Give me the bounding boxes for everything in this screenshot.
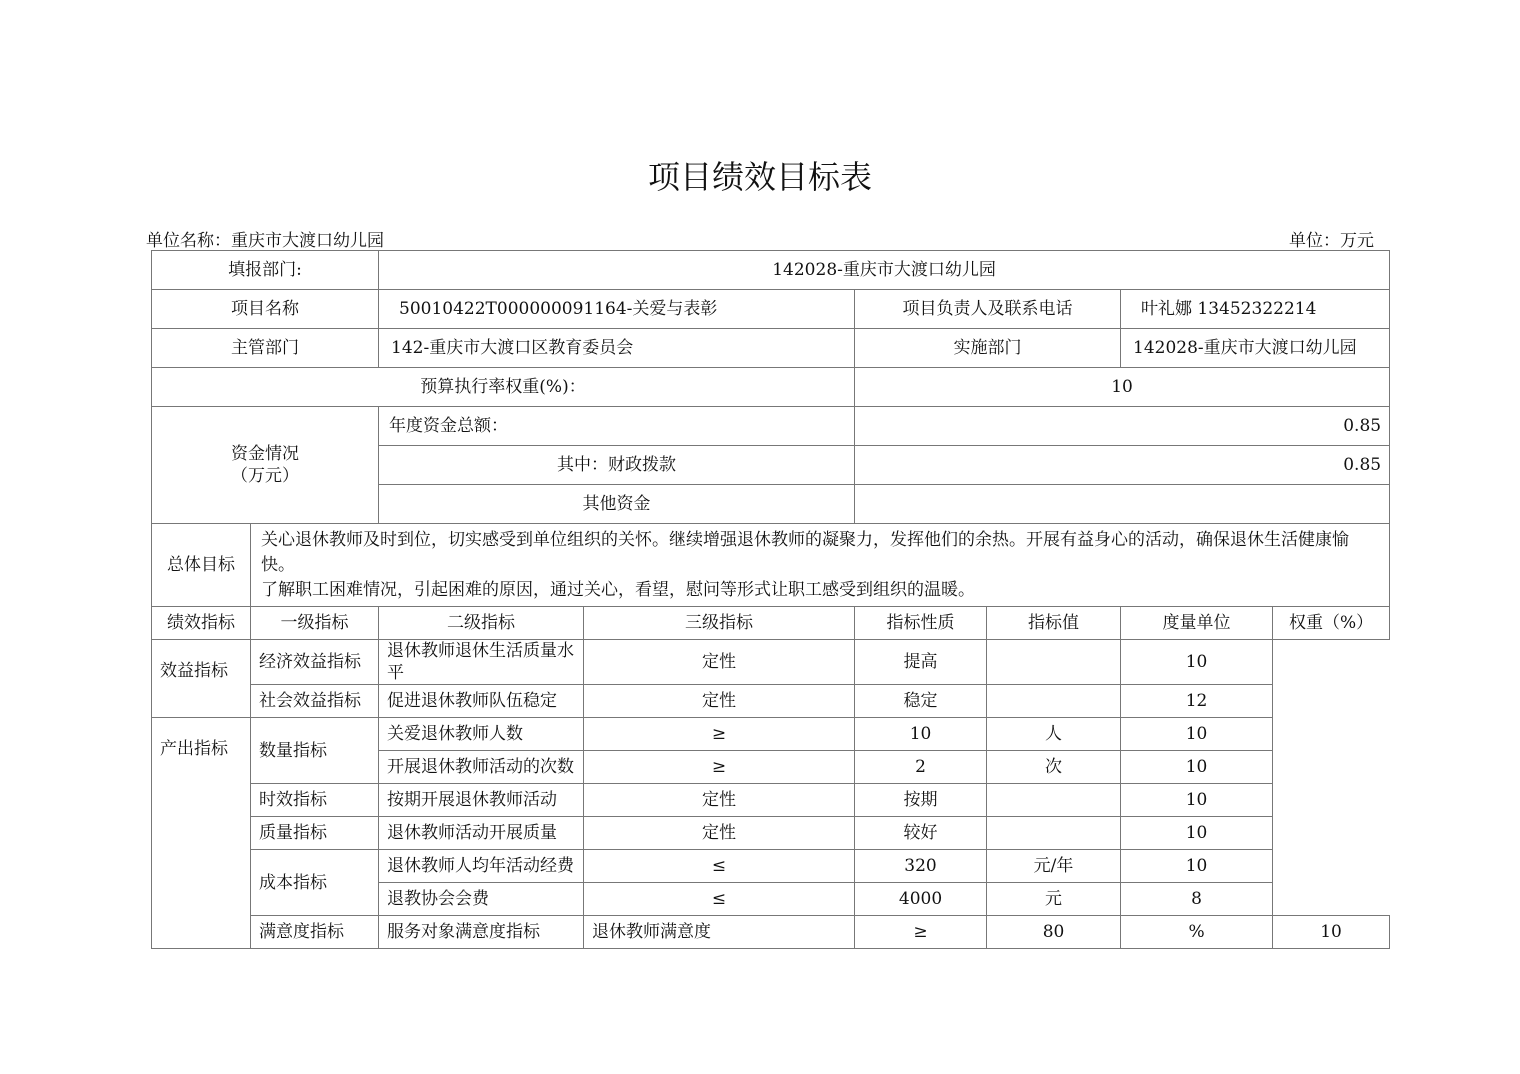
value-cell: 较好 bbox=[855, 817, 987, 850]
table-row bbox=[152, 817, 1390, 850]
manager-label: 项目负责人及联系电话 bbox=[855, 290, 1121, 329]
goal-line-1: 关心退休教师及时到位，切实感受到单位组织的关怀。继续增强退休教师的凝聚力，发挥他们的余热。开展有益身心的活动，确保退休生活健康愉快。 bbox=[261, 529, 1349, 575]
nature-cell: ≥ bbox=[584, 751, 855, 784]
value-cell: 2 bbox=[855, 751, 987, 784]
level3-cell: 关爱退休教师人数 bbox=[379, 718, 584, 751]
unit-cell: 元 bbox=[987, 883, 1121, 916]
supervisor-label: 主管部门 bbox=[152, 329, 379, 368]
unit-cell: 次 bbox=[987, 751, 1121, 784]
table-row bbox=[152, 685, 1390, 718]
nature-cell: ≥ bbox=[584, 718, 855, 751]
header-cell: 一级指标 bbox=[251, 607, 379, 640]
level2-cell: 成本指标 bbox=[251, 850, 379, 916]
unit-name: 单位名称：重庆市大渡口幼儿园 bbox=[146, 231, 384, 251]
value-cell: 按期 bbox=[855, 784, 987, 817]
annual-total-value: 0.85 bbox=[855, 407, 1390, 446]
nature-cell: 定性 bbox=[584, 640, 855, 685]
weight-cell: 10 bbox=[1121, 640, 1273, 685]
budget-rate-value: 10 bbox=[855, 368, 1390, 407]
funds-title: 资金情况 bbox=[231, 444, 299, 464]
level3-cell: 开展退休教师活动的次数 bbox=[379, 751, 584, 784]
level2-cell: 数量指标 bbox=[251, 718, 379, 784]
value-cell: 10 bbox=[855, 718, 987, 751]
header-cell: 三级指标 bbox=[584, 607, 855, 640]
project-name-label: 项目名称 bbox=[152, 290, 379, 329]
table-row bbox=[152, 850, 1390, 883]
unit-cell: % bbox=[1121, 916, 1273, 949]
unit-cell: 人 bbox=[987, 718, 1121, 751]
level1-cell: 满意度指标 bbox=[251, 916, 379, 949]
value-cell: 4000 bbox=[855, 883, 987, 916]
header-cell: 度量单位 bbox=[1121, 607, 1273, 640]
goal-line-2: 了解职工困难情况，引起困难的原因，通过关心，看望，慰问等形式让职工感受到组织的温暖。 bbox=[261, 579, 975, 600]
level3-cell: 按期开展退休教师活动 bbox=[379, 784, 584, 817]
performance-goal-table bbox=[151, 250, 1390, 949]
value-cell: 提高 bbox=[855, 640, 987, 685]
weight-cell: 10 bbox=[1273, 916, 1390, 949]
reporting-dept-label: 填报部门: bbox=[152, 251, 379, 290]
weight-cell: 10 bbox=[1121, 718, 1273, 751]
page-title: 项目绩效目标表 bbox=[647, 158, 872, 196]
level3-cell: 退休教师退休生活质量水平 bbox=[379, 640, 584, 685]
level3-cell: 退教协会会费 bbox=[379, 883, 584, 916]
fiscal-label: 其中：财政拨款 bbox=[379, 446, 855, 485]
table-row bbox=[152, 524, 1390, 607]
unit-cell bbox=[987, 640, 1121, 685]
funds-unit: （万元） bbox=[231, 466, 299, 486]
header-cell: 指标性质 bbox=[855, 607, 987, 640]
table-row bbox=[152, 640, 1390, 685]
level1-cell: 产出指标 bbox=[152, 718, 251, 949]
weight-cell: 10 bbox=[1121, 751, 1273, 784]
level2-cell: 时效指标 bbox=[251, 784, 379, 817]
currency-unit: 单位：万元 bbox=[1289, 231, 1374, 251]
unit-cell bbox=[987, 685, 1121, 718]
level3-cell: 退休教师活动开展质量 bbox=[379, 817, 584, 850]
weight-cell: 12 bbox=[1121, 685, 1273, 718]
value-cell: 320 bbox=[855, 850, 987, 883]
nature-cell: 定性 bbox=[584, 817, 855, 850]
level2-cell: 质量指标 bbox=[251, 817, 379, 850]
level2-cell: 社会效益指标 bbox=[251, 685, 379, 718]
table-row bbox=[152, 916, 1390, 949]
weight-cell: 10 bbox=[1121, 850, 1273, 883]
table-row bbox=[152, 718, 1390, 751]
supervisor-value: 142-重庆市大渡口区教育委员会 bbox=[379, 329, 855, 368]
level2-cell: 经济效益指标 bbox=[251, 640, 379, 685]
goal-label: 总体目标 bbox=[152, 524, 251, 607]
impl-dept-value: 142028-重庆市大渡口幼儿园 bbox=[1121, 329, 1390, 368]
impl-dept-label: 实施部门 bbox=[855, 329, 1121, 368]
nature-cell: 定性 bbox=[584, 784, 855, 817]
weight-cell: 10 bbox=[1121, 817, 1273, 850]
level1-cell: 效益指标 bbox=[152, 640, 251, 718]
weight-cell: 10 bbox=[1121, 784, 1273, 817]
weight-cell: 8 bbox=[1121, 883, 1273, 916]
table-row bbox=[152, 784, 1390, 817]
manager-value: 叶礼娜 13452322214 bbox=[1121, 290, 1390, 329]
nature-cell: ≤ bbox=[584, 850, 855, 883]
table-row bbox=[152, 329, 1390, 368]
other-funds-value bbox=[855, 485, 1390, 524]
table-row bbox=[152, 251, 1390, 290]
fiscal-value: 0.85 bbox=[855, 446, 1390, 485]
budget-rate-label: 预算执行率权重(%)： bbox=[152, 368, 855, 407]
level3-cell: 退休教师人均年活动经费 bbox=[379, 850, 584, 883]
table-header-row bbox=[152, 607, 1390, 640]
header-cell: 权重（%） bbox=[1273, 607, 1390, 640]
level3-cell: 退休教师满意度 bbox=[584, 916, 855, 949]
project-name-value: 50010422T000000091164-关爱与表彰 bbox=[379, 290, 855, 329]
unit-cell bbox=[987, 817, 1121, 850]
other-funds-label: 其他资金 bbox=[379, 485, 855, 524]
table-row bbox=[152, 290, 1390, 329]
level2-cell: 服务对象满意度指标 bbox=[379, 916, 584, 949]
header-cell: 二级指标 bbox=[379, 607, 584, 640]
header-cell: 指标值 bbox=[987, 607, 1121, 640]
value-cell: 80 bbox=[987, 916, 1121, 949]
reporting-dept-value: 142028-重庆市大渡口幼儿园 bbox=[379, 251, 1390, 290]
unit-cell bbox=[987, 784, 1121, 817]
unit-cell: 元/年 bbox=[987, 850, 1121, 883]
table-row bbox=[152, 368, 1390, 407]
perf-label: 绩效指标 bbox=[152, 607, 251, 640]
nature-cell: ≥ bbox=[855, 916, 987, 949]
goal-text bbox=[251, 524, 1390, 607]
value-cell: 稳定 bbox=[855, 685, 987, 718]
table-row bbox=[152, 407, 1390, 446]
nature-cell: 定性 bbox=[584, 685, 855, 718]
nature-cell: ≤ bbox=[584, 883, 855, 916]
annual-total-label: 年度资金总额： bbox=[379, 407, 855, 446]
funds-label bbox=[152, 407, 379, 524]
level3-cell: 促进退休教师队伍稳定 bbox=[379, 685, 584, 718]
